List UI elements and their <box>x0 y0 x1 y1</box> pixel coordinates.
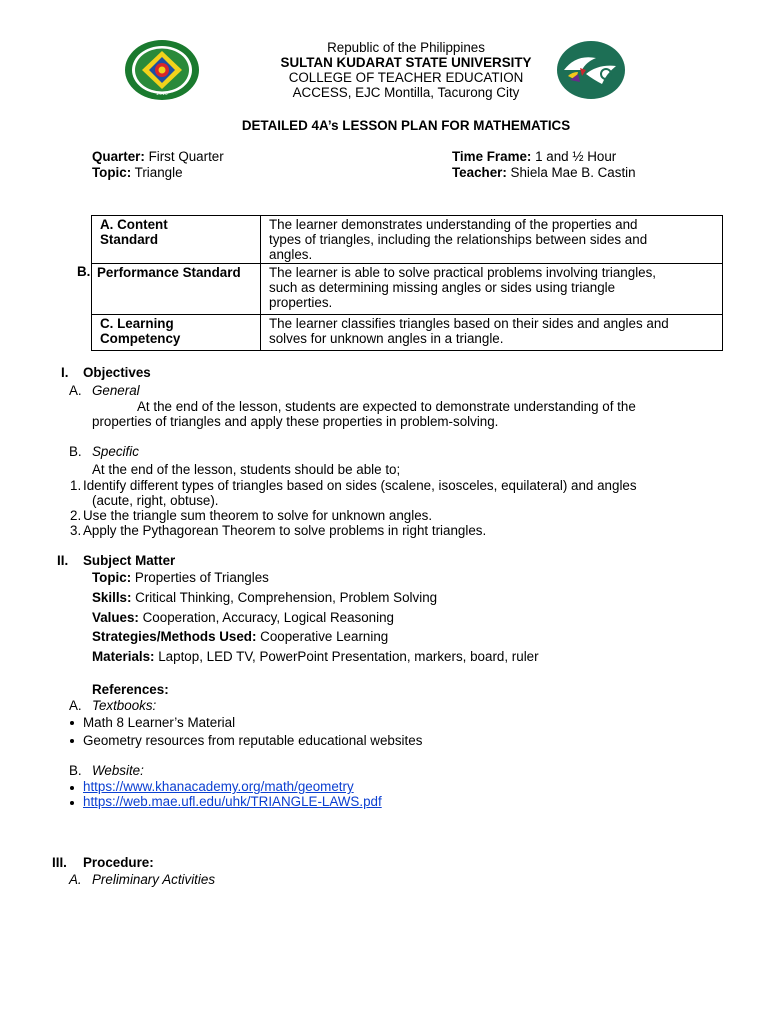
khanacademy-link[interactable]: https://www.khanacademy.org/math/geometry <box>83 779 354 794</box>
performance-standard-text: The learner is able to solve practical problems involving triangles, such as determining missing angles or sides using triangle properties. <box>261 264 723 315</box>
specific-label: Specific <box>92 444 139 459</box>
objective-3-number: 3. <box>70 523 82 538</box>
procedure-heading: Procedure: <box>83 855 154 870</box>
bullet-icon <box>70 739 74 743</box>
bullet-icon <box>70 786 74 790</box>
objective-1-number: 1. <box>70 478 82 493</box>
ufl-triangle-laws-link[interactable]: https://web.mae.ufl.edu/uhk/TRIANGLE-LAWS.pdf <box>83 794 382 809</box>
seal-year: 2010 <box>156 92 168 97</box>
specific-intro: At the end of the lesson, students should be able to; <box>92 462 401 477</box>
preliminary-marker: A. <box>69 872 82 887</box>
bullet-icon <box>70 721 74 725</box>
header-address: ACCESS, EJC Montilla, Tacurong City <box>292 85 520 100</box>
general-label: General <box>92 383 140 398</box>
website-marker: B. <box>69 763 82 778</box>
university-seal-logo <box>124 39 200 101</box>
time-frame-info: Time Frame: 1 and ½ Hour <box>452 149 617 164</box>
objective-2-line1: Use the triangle sum theorem to solve for unknown angles. <box>83 508 433 523</box>
content-standard-label: A. Content Standard <box>92 216 261 264</box>
content-standard-text: The learner demonstrates understanding of the properties and types of triangles, including the relationships between sides and angles. <box>261 216 723 264</box>
standards-table <box>91 215 723 351</box>
learning-competency-text: The learner classifies triangles based on their sides and angles and solves for unknown angles in a triangle. <box>261 315 723 351</box>
table-row <box>92 315 723 351</box>
objectives-heading: Objectives <box>83 365 151 380</box>
teacher-info: Teacher: Shiela Mae B. Castin <box>452 165 636 180</box>
objective-1-line2: (acute, right, obtuse). <box>92 493 219 508</box>
quarter-info: Quarter: First Quarter <box>92 149 224 164</box>
lesson-plan-title: DETAILED 4A’s LESSON PLAN FOR MATHEMATICS <box>241 118 571 133</box>
website-label: Website: <box>92 763 144 778</box>
sm-materials: Materials: Laptop, LED TV, PowerPoint Presentation, markers, board, ruler <box>92 649 539 664</box>
header-republic: Republic of the Philippines <box>327 40 485 55</box>
textbooks-marker: A. <box>69 698 82 713</box>
topic-info: Topic: Triangle <box>92 165 183 180</box>
performance-standard-marker: B. <box>77 264 91 279</box>
header-college: COLLEGE OF TEACHER EDUCATION <box>288 70 524 85</box>
sm-skills: Skills: Critical Thinking, Comprehension, Problem Solving <box>92 590 438 605</box>
general-marker: A. <box>69 383 82 398</box>
objective-2-number: 2. <box>70 508 82 523</box>
table-row <box>92 216 723 264</box>
procedure-numeral: III. <box>52 855 67 870</box>
textbook-item: Geometry resources from reputable educational websites <box>83 733 423 748</box>
sm-values: Values: Cooperation, Accuracy, Logical Reasoning <box>92 610 394 625</box>
bullet-icon <box>70 801 74 805</box>
subject-matter-numeral: II. <box>57 553 69 568</box>
textbooks-label: Textbooks: <box>92 698 157 713</box>
learning-competency-label: C. Learning Competency <box>92 315 261 351</box>
general-text-line1: At the end of the lesson, students are expected to demonstrate understanding of the <box>137 399 636 414</box>
textbook-item: Math 8 Learner’s Material <box>83 715 236 730</box>
references-label: References: <box>92 682 169 697</box>
table-row <box>92 264 723 315</box>
college-logo <box>556 40 626 100</box>
objective-3-line1: Apply the Pythagorean Theorem to solve problems in right triangles. <box>83 523 487 538</box>
subject-matter-heading: Subject Matter <box>83 553 176 568</box>
sm-strategies: Strategies/Methods Used: Cooperative Learning <box>92 629 389 644</box>
sm-topic: Topic: Properties of Triangles <box>92 570 269 585</box>
header-university: SULTAN KUDARAT STATE UNIVERSITY <box>280 55 532 70</box>
preliminary-activities-label: Preliminary Activities <box>92 872 216 887</box>
performance-standard-label: Performance Standard <box>92 264 261 315</box>
specific-marker: B. <box>69 444 82 459</box>
objective-1-line1: Identify different types of triangles based on sides (scalene, isosceles, equilateral) and angles <box>83 478 637 493</box>
general-text-line2: properties of triangles and apply these properties in problem-solving. <box>92 414 499 429</box>
objectives-numeral: I. <box>61 365 69 380</box>
